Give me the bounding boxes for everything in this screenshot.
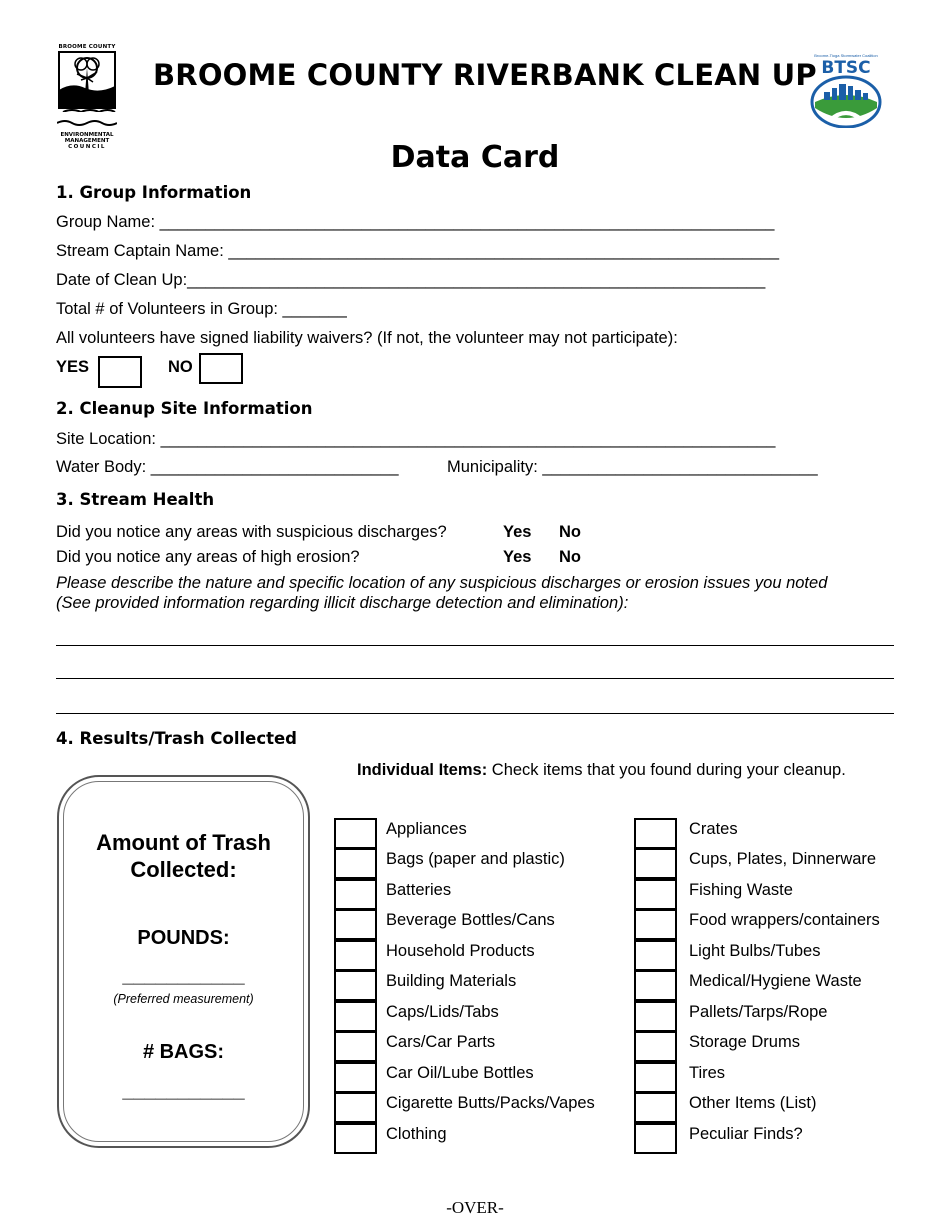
volunteers-field[interactable]: Total # of Volunteers in Group: _______ bbox=[56, 300, 347, 318]
item-label: Appliances bbox=[386, 820, 467, 838]
erosion-question: Did you notice any areas of high erosion? bbox=[56, 548, 360, 566]
emc-logo-bottom-text-3: COUNCIL bbox=[68, 144, 106, 150]
page-subtitle: Data Card bbox=[390, 140, 560, 175]
waivers-yes-label: YES bbox=[56, 358, 90, 376]
waivers-no-checkbox[interactable] bbox=[199, 353, 243, 384]
item-checkbox[interactable] bbox=[634, 848, 677, 879]
item-label: Clothing bbox=[386, 1125, 447, 1143]
item-checkbox[interactable] bbox=[634, 1062, 677, 1093]
wave-icon bbox=[57, 119, 117, 127]
item-label: Cars/Car Parts bbox=[386, 1033, 496, 1051]
item-label: Light Bulbs/Tubes bbox=[689, 942, 821, 960]
trash-amount-heading-line-1: Amount of Trash bbox=[96, 830, 271, 855]
group-name-field[interactable]: Group Name: ___________________________________________________________________ bbox=[56, 213, 775, 231]
waivers-no-label: NO bbox=[168, 358, 193, 376]
item-checkbox[interactable] bbox=[334, 909, 377, 940]
describe-instructions-2: (See provided information regarding illicit discharge detection and elimination): bbox=[56, 594, 629, 612]
describe-line-2[interactable] bbox=[56, 678, 894, 679]
item-label: Food wrappers/containers bbox=[689, 911, 880, 929]
item-label: Cigarette Butts/Packs/Vapes bbox=[386, 1094, 595, 1112]
discharge-no-option[interactable]: No bbox=[559, 523, 581, 541]
item-label: Caps/Lids/Tabs bbox=[386, 1003, 499, 1021]
item-label: Car Oil/Lube Bottles bbox=[386, 1064, 534, 1082]
item-checkbox[interactable] bbox=[634, 879, 677, 910]
individual-items-instructions bbox=[357, 761, 846, 780]
bags-input[interactable]: ___________ bbox=[122, 1080, 245, 1102]
water-body-field[interactable]: Water Body: ___________________________ bbox=[56, 458, 399, 476]
item-label: Storage Drums bbox=[689, 1033, 800, 1051]
item-label: Peculiar Finds? bbox=[689, 1125, 803, 1143]
discharge-question: Did you notice any areas with suspicious discharges? bbox=[56, 523, 447, 541]
tree-icon bbox=[57, 50, 117, 112]
individual-items-label: Individual Items: bbox=[357, 761, 488, 779]
trash-amount-heading-line-2: Collected: bbox=[130, 857, 237, 882]
emc-logo-bottom-text-2: MANAGEMENT bbox=[64, 138, 110, 144]
item-checkbox[interactable] bbox=[634, 818, 677, 849]
item-label: Household Products bbox=[386, 942, 535, 960]
section-2-heading: 2. Cleanup Site Information bbox=[56, 399, 313, 418]
stream-captain-field[interactable]: Stream Captain Name: ____________________________________________________________ bbox=[56, 242, 779, 260]
pounds-label: POUNDS: bbox=[137, 927, 230, 949]
describe-line-3[interactable] bbox=[56, 713, 894, 714]
item-checkbox[interactable] bbox=[634, 970, 677, 1001]
municipality-field[interactable]: Municipality: ______________________________ bbox=[447, 458, 818, 476]
item-label: Other Items (List) bbox=[689, 1094, 817, 1112]
item-checkbox[interactable] bbox=[634, 1092, 677, 1123]
btsc-logo-text: BTSC bbox=[821, 58, 871, 78]
item-checkbox[interactable] bbox=[334, 1092, 377, 1123]
waivers-question: All volunteers have signed liability waivers? (If not, the volunteer may not participate): bbox=[56, 329, 678, 347]
item-label: Fishing Waste bbox=[689, 881, 793, 899]
describe-instructions-1: Please describe the nature and specific location of any suspicious discharges or erosion issues you noted bbox=[56, 574, 828, 592]
section-4-heading: 4. Results/Trash Collected bbox=[56, 729, 297, 748]
item-checkbox[interactable] bbox=[334, 1123, 377, 1154]
emc-logo bbox=[57, 44, 117, 150]
item-checkbox[interactable] bbox=[334, 1031, 377, 1062]
btsc-logo-small-text: Broome-Tioga Stormwater Coalition bbox=[814, 53, 878, 58]
item-label: Beverage Bottles/Cans bbox=[386, 911, 555, 929]
item-checkbox[interactable] bbox=[334, 1062, 377, 1093]
item-checkbox[interactable] bbox=[334, 1001, 377, 1032]
section-3-heading: 3. Stream Health bbox=[56, 490, 215, 509]
discharge-yes-option[interactable]: Yes bbox=[503, 523, 532, 541]
individual-items-text: Check items that you found during your cleanup. bbox=[487, 761, 846, 779]
item-checkbox[interactable] bbox=[634, 940, 677, 971]
pounds-input[interactable]: ___________ bbox=[122, 965, 245, 987]
preferred-measurement-note: (Preferred measurement) bbox=[113, 992, 254, 1006]
item-label: Crates bbox=[689, 820, 738, 838]
over-footer: -OVER- bbox=[446, 1198, 504, 1217]
item-label: Batteries bbox=[386, 881, 452, 899]
item-checkbox[interactable] bbox=[334, 970, 377, 1001]
trash-amount-heading bbox=[63, 829, 304, 883]
item-label: Medical/Hygiene Waste bbox=[689, 972, 862, 990]
item-checkbox[interactable] bbox=[334, 940, 377, 971]
section-1-heading: 1. Group Information bbox=[56, 183, 252, 202]
erosion-no-option[interactable]: No bbox=[559, 548, 581, 566]
describe-line-1[interactable] bbox=[56, 645, 894, 646]
item-checkbox[interactable] bbox=[334, 848, 377, 879]
page-title: BROOME COUNTY RIVERBANK CLEAN UP bbox=[153, 58, 817, 92]
btsc-logo bbox=[810, 53, 882, 129]
item-checkbox[interactable] bbox=[334, 818, 377, 849]
item-label: Bags (paper and plastic) bbox=[386, 850, 565, 868]
bags-label: # BAGS: bbox=[142, 1041, 225, 1063]
item-checkbox[interactable] bbox=[334, 879, 377, 910]
site-location-field[interactable]: Site Location: ___________________________________________________________________ bbox=[56, 430, 776, 448]
item-label: Tires bbox=[689, 1064, 726, 1082]
waivers-yes-checkbox[interactable] bbox=[98, 356, 142, 388]
item-checkbox[interactable] bbox=[634, 909, 677, 940]
item-checkbox[interactable] bbox=[634, 1031, 677, 1062]
date-field[interactable]: Date of Clean Up:_______________________________________________________________ bbox=[56, 271, 766, 289]
item-label: Pallets/Tarps/Rope bbox=[689, 1003, 828, 1021]
emc-logo-bottom-text-1: ENVIRONMENTAL bbox=[60, 132, 114, 138]
item-label: Building Materials bbox=[386, 972, 517, 990]
emc-logo-top-text: BROOME COUNTY bbox=[58, 44, 116, 50]
erosion-yes-option[interactable]: Yes bbox=[503, 548, 532, 566]
item-checkbox[interactable] bbox=[634, 1123, 677, 1154]
item-checkbox[interactable] bbox=[634, 1001, 677, 1032]
item-label: Cups, Plates, Dinnerware bbox=[689, 850, 877, 868]
